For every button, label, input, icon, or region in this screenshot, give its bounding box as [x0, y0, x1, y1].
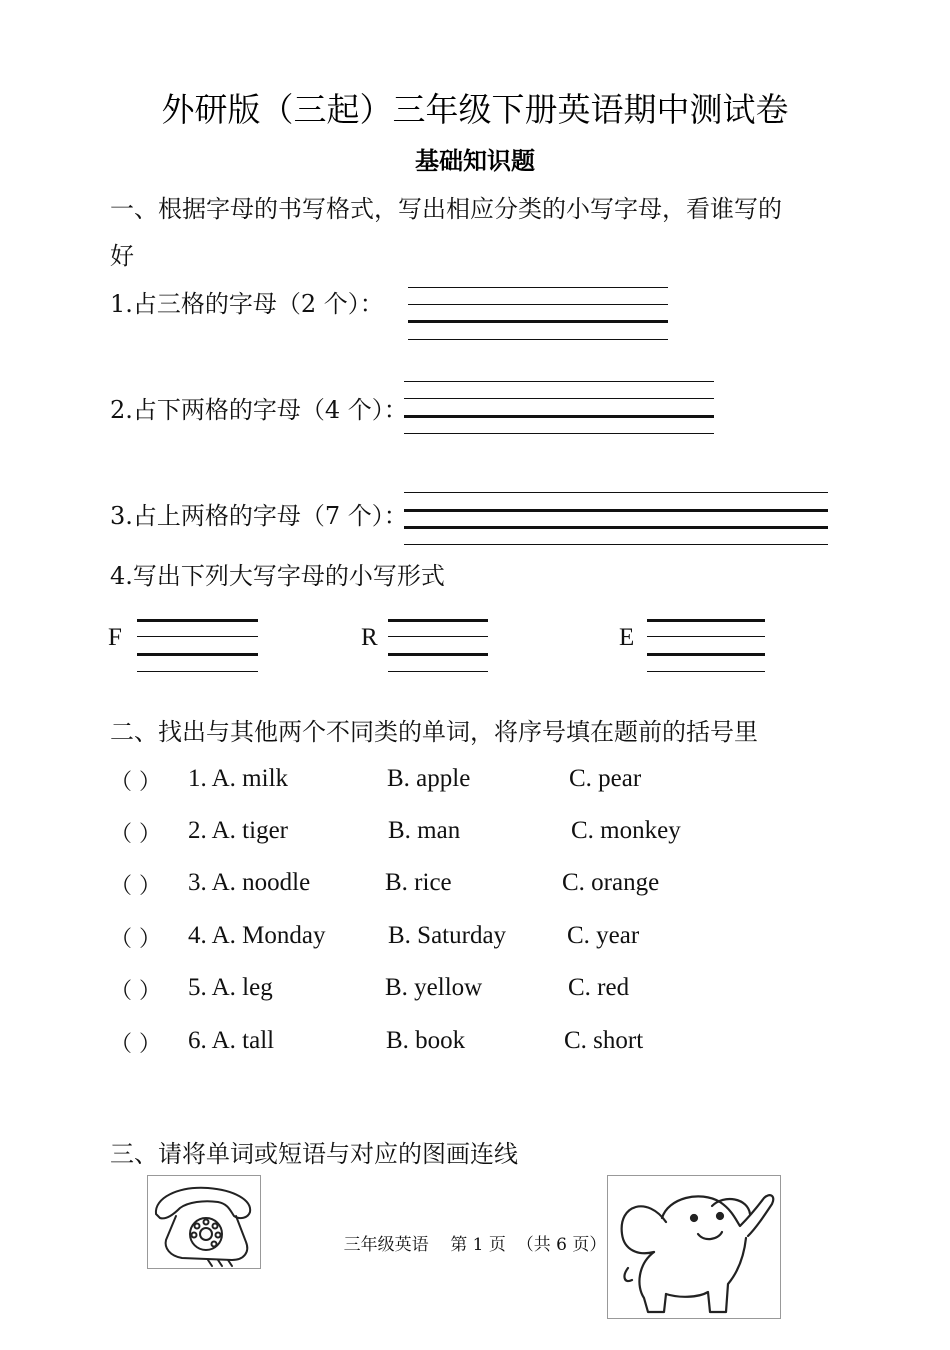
four-line-grid-f[interactable] [137, 619, 258, 675]
option-b: B. apple [387, 765, 471, 792]
option-c: C. orange [562, 869, 660, 896]
option-a: 3. A. noodle [188, 869, 311, 896]
answer-bracket[interactable]: （ ） [110, 979, 161, 1004]
option-a: 6. A. tall [188, 1027, 275, 1054]
answer-bracket[interactable]: （ ） [110, 822, 161, 847]
four-line-grid-q1[interactable] [408, 287, 668, 343]
answer-bracket[interactable]: （ ） [110, 770, 161, 795]
four-line-grid-q2[interactable] [404, 381, 714, 437]
page-subtitle: 基础知识题 [415, 147, 535, 175]
option-c: C. year [567, 922, 640, 949]
question-1-label: 1.占三格的字母（2 个）： [110, 290, 384, 318]
option-b: B. book [386, 1027, 466, 1054]
four-line-grid-r[interactable] [388, 619, 488, 675]
option-a: 1. A. milk [188, 765, 289, 792]
option-b: B. Saturday [388, 922, 507, 949]
option-b: B. man [388, 817, 461, 844]
option-a: 5. A. leg [188, 974, 273, 1001]
elephant-picture[interactable] [607, 1175, 781, 1319]
section2-heading: 二、找出与其他两个不同类的单词，将序号填在题前的括号里 [110, 718, 758, 746]
four-line-grid-q3[interactable] [404, 492, 828, 548]
question-3-label: 3.占上两格的字母（7 个）： [110, 502, 408, 530]
answer-bracket[interactable]: （ ） [110, 1032, 161, 1057]
letter-r: R [361, 624, 378, 651]
page-footer: 三年级英语 第 1 页 （共 6 页） [343, 1235, 607, 1255]
option-c: C. red [568, 974, 630, 1001]
letter-f: F [108, 624, 122, 651]
answer-bracket[interactable]: （ ） [110, 874, 161, 899]
option-c: C. monkey [571, 817, 681, 844]
letter-e: E [619, 624, 635, 651]
question-2-label: 2.占下两格的字母（4 个）： [110, 396, 408, 424]
section1-heading: 一、根据字母的书写格式，写出相应分类的小写字母，看谁写的 [110, 195, 782, 223]
answer-bracket[interactable]: （ ） [110, 927, 161, 952]
option-b: B. rice [385, 869, 452, 896]
section1-heading-cont: 好 [110, 242, 134, 270]
four-line-grid-e[interactable] [647, 619, 765, 675]
option-b: B. yellow [385, 974, 483, 1001]
option-c: C. short [564, 1027, 644, 1054]
page-title: 外研版（三起）三年级下册英语期中测试卷 [161, 90, 789, 129]
option-a: 2. A. tiger [188, 817, 288, 844]
section3-heading: 三、请将单词或短语与对应的图画连线 [110, 1140, 518, 1168]
question-4-label: 4.写出下列大写字母的小写形式 [110, 562, 445, 590]
option-a: 4. A. Monday [188, 922, 326, 949]
option-c: C. pear [569, 765, 642, 792]
elephant-icon [608, 1176, 780, 1318]
